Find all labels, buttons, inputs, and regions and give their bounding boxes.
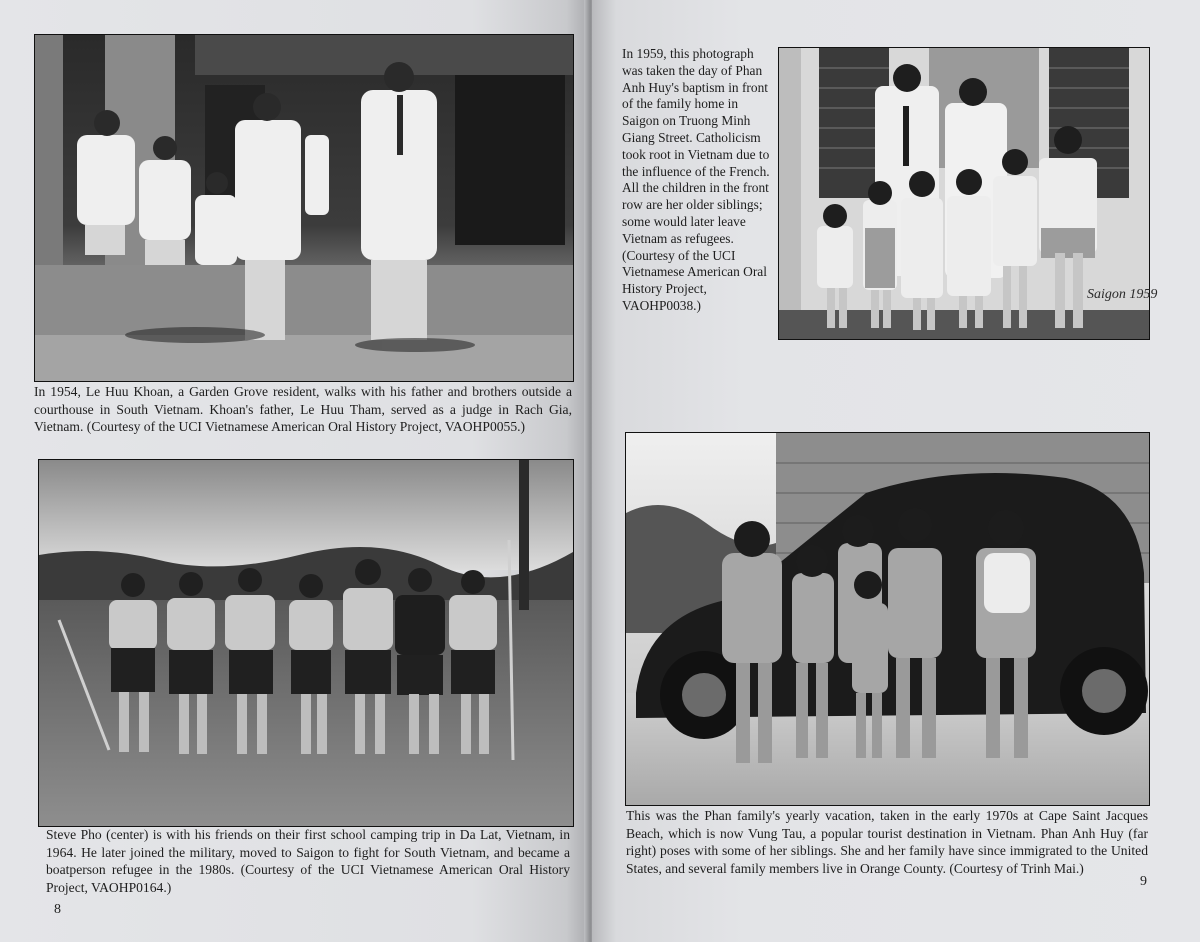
caption-courthouse-walk: In 1954, Le Huu Khoan, a Garden Grove resident, walks with his father and brothers outside a courthouse in South Vietnam. Khoan's father, Le Huu Tham, served as a judge in Rach Gia, Vietnam. (Courtesy of the UCI Vietnamese American Oral History Project, VAOHP0055.) (34, 384, 572, 434)
caption-baptism-photo: In 1959, this photograph was taken the day of Phan Anh Huy's baptism in front of the family home in Saigon on Truong Minh Giang Street. Catholicism took root in Vietnam due to the influence of the French. All the children in the front row are her older siblings; some would later leave Vietnam as refugees. (Courtesy of the UCI Vietnamese American Oral History Project, VAOHP0038.) (622, 46, 770, 313)
photo-beach-vacation (625, 432, 1150, 806)
page-number-right: 9 (1140, 874, 1147, 889)
left-page (0, 0, 590, 942)
photo-camping-trip (38, 459, 574, 827)
caption-camping-trip: Steve Pho (center) is with his friends on their first school camping trip in Da Lat, Vietnam, in 1964. He later joined the military, moved to Saigon to fight for South Vietnam, and became a boatperson refugee in the 1980s. (Courtesy of the UCI Vietnamese American Oral History Project, VAOHP0164.) (46, 827, 570, 895)
page-number-left: 8 (54, 902, 61, 917)
right-page (592, 0, 1200, 942)
caption-beach-vacation: This was the Phan family's yearly vacation, taken in the early 1970s at Cape Saint Jacques Beach, which is now Vung Tau, a popular tourist destination in Vietnam. Phan Anh Huy (far right) poses with some of her siblings. She and her family have since immigrated to the United States, and several family members live in Orange County. (Courtesy of Trinh Mai.) (626, 808, 1148, 876)
photo-baptism-family (778, 47, 1158, 340)
saigon-1959-inscription: Saigon 1959 (1087, 287, 1158, 302)
photo-courthouse-walk (34, 34, 574, 382)
